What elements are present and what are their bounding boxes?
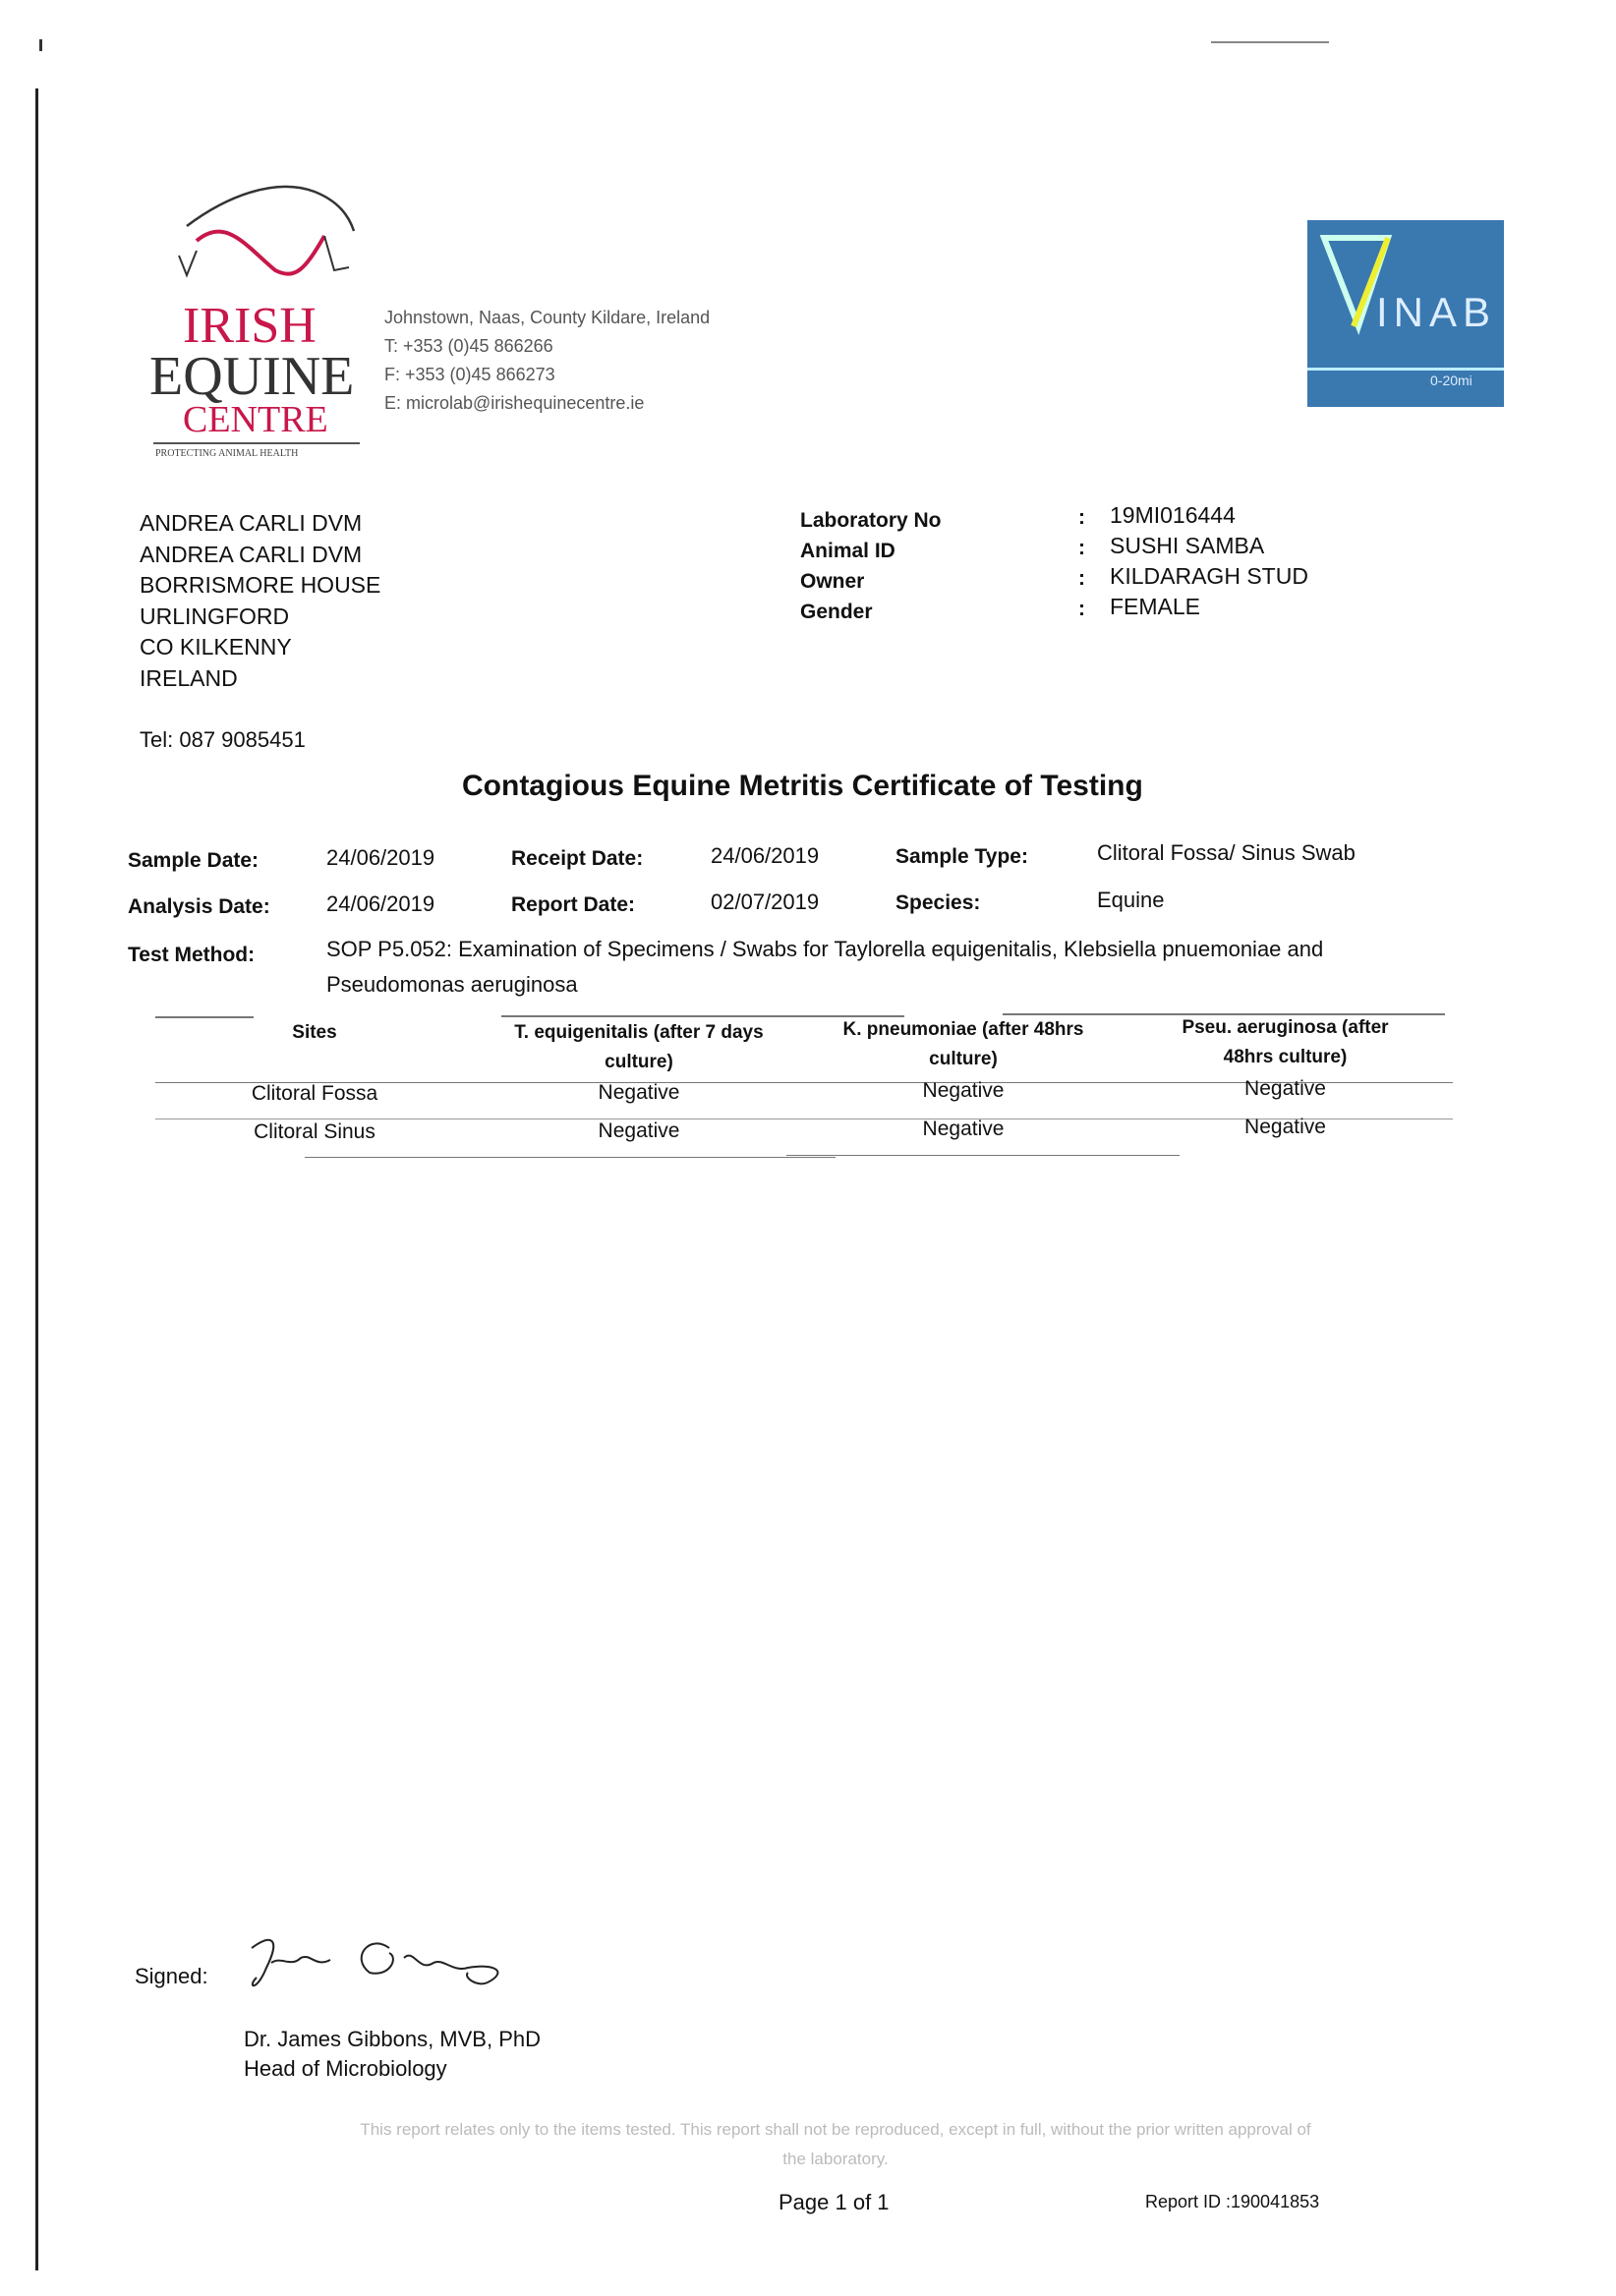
cell-t-equigenitalis: Negative [598, 1119, 680, 1142]
detail-colon: : [1078, 537, 1085, 559]
table-rule [786, 1155, 1180, 1156]
signatory-name: Dr. James Gibbons, MVB, PhD [244, 2027, 541, 2051]
report-id: Report ID :190041853 [1145, 2192, 1320, 2211]
detail-label: Gender [800, 601, 873, 623]
scan-mark [39, 39, 42, 51]
sample-type-label: Sample Type: [895, 845, 1028, 868]
disclaimer-line: the laboratory. [782, 2150, 889, 2168]
detail-label: Laboratory No [800, 509, 942, 532]
test-method-label: Test Method: [128, 944, 256, 966]
header-text: Pseu. aeruginosa (after [1182, 1017, 1389, 1038]
cell-k-pneumoniae: Negative [922, 1118, 1005, 1140]
header-text: T. equigenitalis (after 7 days [514, 1022, 764, 1043]
recipient-line: BORRISMORE HOUSE [140, 572, 381, 598]
certificate-title: Contagious Equine Metritis Certificate of Testing [462, 770, 1143, 802]
test-method: SOP P5.052: Examination of Specimens / Swabs for Taylorella equigenitalis, Klebsiella pnuemoniae and [326, 937, 1324, 961]
detail-colon: : [1078, 567, 1085, 590]
analysis-date-label: Analysis Date: [128, 895, 270, 918]
detail-label: Animal ID [800, 540, 895, 562]
inab-sub: 0-20mi [1430, 373, 1472, 388]
sample-type: Clitoral Fossa/ Sinus Swab [1097, 840, 1356, 865]
recipient-line: URLINGFORD [140, 603, 290, 629]
recipient-address [140, 508, 380, 694]
gender: FEMALE [1110, 594, 1201, 619]
lab-phone: T: +353 (0)45 866266 [384, 336, 553, 356]
cell-p-aeruginosa: Negative [1244, 1077, 1326, 1100]
recipient-tel: Tel: 087 9085451 [140, 727, 306, 752]
receipt-date: 24/06/2019 [711, 843, 820, 868]
signature-image [242, 1928, 547, 2007]
lab-contact [384, 304, 710, 418]
analysis-date: 24/06/2019 [326, 891, 435, 916]
species-label: Species: [895, 891, 981, 914]
header-sites [187, 1018, 442, 1048]
species: Equine [1097, 888, 1165, 912]
test-method-cont: Pseudomonas aeruginosa [326, 972, 578, 997]
scan-edge-line [35, 88, 38, 2270]
lab-address: Johnstown, Naas, County Kildare, Ireland [384, 308, 711, 327]
header-text: culture) [929, 1049, 998, 1069]
logo-tagline: PROTECTING ANIMAL HEALTH [155, 448, 299, 459]
cell-site: Clitoral Sinus [254, 1120, 375, 1143]
disclaimer-line: This report relates only to the items tested. This report shall not be reproduced, except in full, without the prior written approval of [360, 2120, 1311, 2139]
header-text: culture) [605, 1052, 673, 1072]
scan-top-line [1211, 41, 1329, 43]
animal-id: SUSHI SAMBA [1110, 533, 1265, 558]
detail-colon: : [1078, 506, 1085, 529]
recipient-line: ANDREA CARLI DVM [140, 510, 363, 536]
cell-k-pneumoniae: Negative [922, 1079, 1005, 1102]
detail-colon: : [1078, 598, 1085, 620]
detail-label: Owner [800, 570, 865, 593]
cell-site: Clitoral Fossa [251, 1082, 378, 1105]
lab-email: E: microlab@irishequinecentre.ie [384, 393, 645, 413]
signatory-role: Head of Microbiology [244, 2056, 447, 2081]
cell-p-aeruginosa: Negative [1244, 1116, 1326, 1138]
badge-rule [1307, 368, 1504, 371]
table-rule [521, 1157, 836, 1158]
header-k-pneumoniae [806, 1015, 1121, 1074]
cell-t-equigenitalis: Negative [598, 1081, 680, 1104]
header-text: 48hrs culture) [1223, 1047, 1348, 1067]
laboratory-no: 19MI016444 [1110, 502, 1236, 528]
header-text: Sites [292, 1022, 337, 1043]
recipient-line: ANDREA CARLI DVM [140, 541, 363, 567]
header-text: K. pneumoniae (after 48hrs [842, 1019, 1084, 1040]
lab-logo [147, 177, 364, 467]
header-p-aeruginosa [1130, 1013, 1440, 1072]
recipient-line: IRELAND [140, 664, 238, 691]
disclaimer [197, 2115, 1474, 2174]
report-date: 02/07/2019 [711, 890, 820, 914]
sample-date: 24/06/2019 [326, 845, 435, 870]
owner: KILDARAGH STUD [1110, 563, 1308, 589]
recipient-line: CO KILKENNY [140, 634, 292, 660]
logo-centre: CENTRE [183, 399, 328, 440]
logo-equine: EQUINE [149, 346, 355, 407]
inab-badge [1307, 220, 1504, 407]
logo-rule [153, 442, 360, 444]
report-date-label: Report Date: [511, 893, 636, 916]
receipt-date-label: Receipt Date: [511, 847, 644, 870]
sample-date-label: Sample Date: [128, 849, 260, 872]
inab-label: INAB [1376, 289, 1497, 335]
logo-irish: IRISH [183, 298, 317, 354]
lab-fax: F: +353 (0)45 866273 [384, 365, 555, 384]
horse-logo-icon [167, 177, 364, 285]
signed-label: Signed: [135, 1964, 208, 1988]
header-t-equigenitalis [482, 1018, 796, 1077]
page-number: Page 1 of 1 [779, 2190, 890, 2214]
